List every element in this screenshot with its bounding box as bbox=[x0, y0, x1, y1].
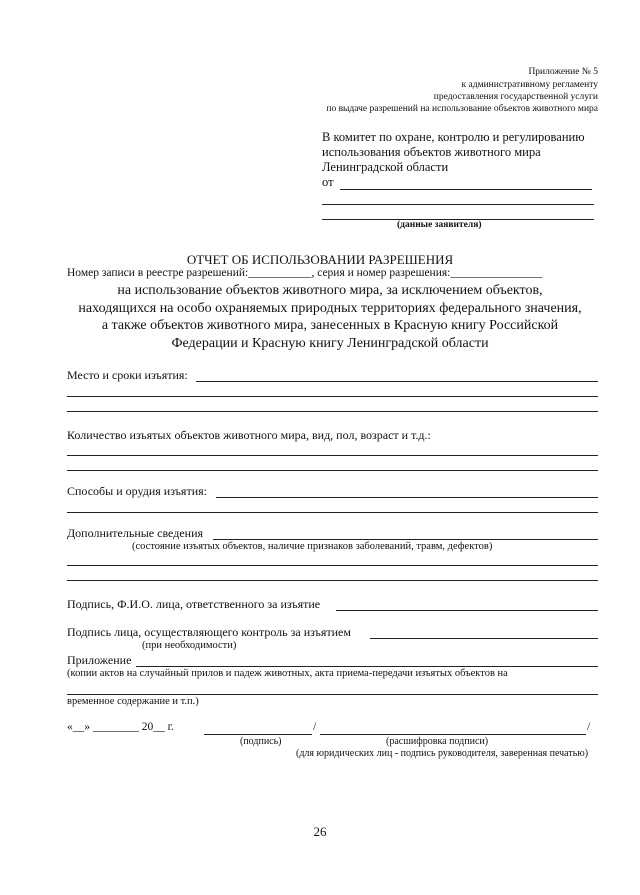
report-heading: ОТЧЕТ ОБ ИСПОЛЬЗОВАНИИ РАЗРЕШЕНИЯ bbox=[186, 252, 454, 267]
quantity-field-line-2[interactable] bbox=[67, 470, 598, 471]
signature-field-line[interactable] bbox=[204, 734, 312, 735]
responsible-field-line[interactable] bbox=[336, 610, 598, 611]
legal-entity-caption: (для юридических лиц - подпись руководителя, заверенная печатью) bbox=[296, 748, 589, 759]
from-field-line[interactable] bbox=[340, 189, 592, 190]
place-label: Место и сроки изъятия: bbox=[67, 368, 188, 382]
addressee-line-3: Ленинградской области bbox=[322, 160, 449, 174]
quantity-field-line-1[interactable] bbox=[67, 455, 598, 456]
appendix-line-4: по выдаче разрешений на использование объектов животного мира bbox=[326, 104, 598, 114]
date-field[interactable]: «__» ________ 20__ г. bbox=[67, 721, 174, 733]
signature-slash-2: / bbox=[587, 721, 591, 733]
subtitle-line-2: находящихся на особо охраняемых природных территориях федерального значения, bbox=[78, 300, 582, 316]
additional-field-line-3[interactable] bbox=[67, 580, 598, 581]
control-label: Подпись лица, осуществляющего контроль за изъятием bbox=[67, 625, 351, 639]
subtitle-line-1: на использование объектов животного мира, за исключением объектов, bbox=[117, 283, 543, 298]
registry-number-label: Номер записи в реестре разрешений:___________, серия и номер разрешения:________________ bbox=[67, 267, 543, 279]
methods-label: Способы и орудия изъятия: bbox=[67, 484, 207, 498]
attachment-hint-1: (копии актов на случайный прилов и падеж животных, акта приема-передачи изъятых объектов на bbox=[67, 668, 508, 679]
addressee-line-1: В комитет по охране, контролю и регулированию bbox=[322, 130, 585, 144]
place-field-line-2[interactable] bbox=[67, 396, 598, 397]
control-field-line[interactable] bbox=[370, 638, 598, 639]
page-number: 26 bbox=[313, 824, 327, 839]
decode-field-line[interactable] bbox=[320, 734, 586, 735]
appendix-line-2: к административному регламенту bbox=[461, 80, 598, 90]
addressee-line-2: использования объектов животного мира bbox=[322, 145, 541, 159]
additional-field-line[interactable] bbox=[213, 539, 598, 540]
attachment-label: Приложение bbox=[67, 653, 132, 667]
applicant-caption: (данные заявителя) bbox=[397, 220, 482, 230]
attachment-field-line-2[interactable] bbox=[67, 694, 598, 695]
control-hint: (при необходимости) bbox=[142, 640, 237, 651]
attachment-hint-2: временное содержание и т.п.) bbox=[67, 696, 199, 707]
report-subtitle bbox=[40, 282, 620, 352]
decode-caption: (расшифровка подписи) bbox=[386, 736, 489, 747]
signature-slash-1: / bbox=[313, 721, 317, 733]
responsible-label: Подпись, Ф.И.О. лица, ответственного за изъятие bbox=[67, 597, 321, 611]
subtitle-line-3: а также объектов животного мира, занесенных в Красную книгу Российской bbox=[101, 318, 559, 333]
additional-field-line-2[interactable] bbox=[67, 565, 598, 566]
applicant-line-2[interactable] bbox=[322, 204, 594, 205]
signature-caption: (подпись) bbox=[240, 736, 282, 747]
place-field-line[interactable] bbox=[196, 381, 598, 382]
quantity-label: Количество изъятых объектов животного мира, вид, пол, возраст и т.д.: bbox=[67, 428, 431, 442]
attachment-field-line[interactable] bbox=[136, 666, 598, 667]
methods-field-line[interactable] bbox=[216, 497, 598, 498]
addressee-from-label: от bbox=[322, 175, 334, 189]
appendix-line-3: предоставления государственной услуги bbox=[433, 92, 598, 102]
additional-hint: (состояние изъятых объектов, наличие признаков заболеваний, травм, дефектов) bbox=[132, 541, 493, 552]
appendix-line-1: Приложение № 5 bbox=[528, 67, 598, 77]
subtitle-line-4: Федерации и Красную книгу Ленинградской области bbox=[171, 335, 489, 351]
place-field-line-3[interactable] bbox=[67, 411, 598, 412]
additional-label: Дополнительные сведения bbox=[67, 526, 204, 540]
methods-field-line-2[interactable] bbox=[67, 512, 598, 513]
